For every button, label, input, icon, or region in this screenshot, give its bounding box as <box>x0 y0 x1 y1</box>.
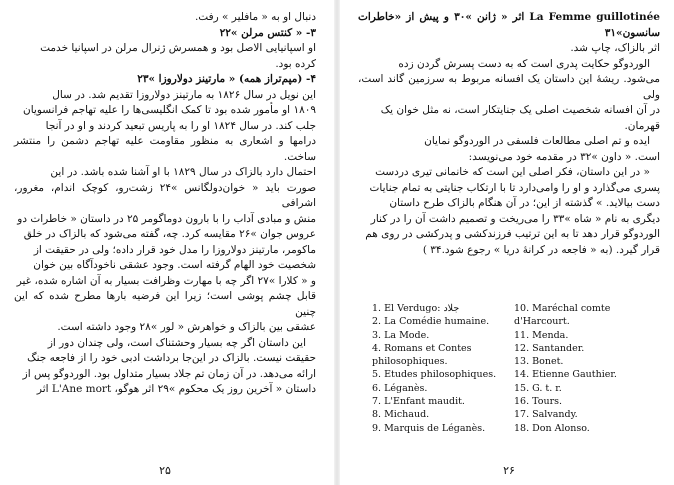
footnote-item: 15. G. t. r. <box>514 382 562 394</box>
footnotes <box>372 302 662 452</box>
left-line: ارائه می‌دهد. در آن زمان تم جلاد بسیار متداول بود. الوردوگو پس از <box>22 367 316 380</box>
right-line: قرار گیرد. (به « فاجعه در کرانهٔ دریا » رجوع شود.۳۴ ) <box>422 243 660 256</box>
right-line: دست بیالاید. » گذشته از این؛ در آن هنگام بالزاک طرح داستان <box>389 197 660 209</box>
right-line: می‌شود. ریشهٔ این داستان یک افسانه مربوط به سرزمین گاند است، ولی <box>358 73 660 101</box>
right-line: دیگری به نام « شاه »۳۳ را می‌ریخت و تصمیم داشت آن را در کنار <box>370 212 660 225</box>
right-page-number: ۲۶ <box>503 464 515 477</box>
left-line: این نویل در سال ۱۸۲۶ به مارتینز دولاروزا تقدیم شد. در سال <box>52 88 316 101</box>
footnote-item: 5. Etudes philosophiques. <box>372 369 497 381</box>
footnote-item: 16. Tours. <box>514 396 563 408</box>
footnote-item: 7. L'Enfant maudit. <box>372 396 465 408</box>
footnote-item: d'Harcourt. <box>514 316 570 328</box>
left-line: ۴- (مپم‌تراز همه) « مارتینز دولاروزا »۲۳ <box>137 73 316 85</box>
left-line: او اسپانیایی الاصل بود و همسرش ژنرال مرلن در اسپانیا خدمت <box>40 42 316 54</box>
left-line: دنبال او به « مافلیر » رفت. <box>194 11 316 23</box>
left-page <box>0 0 330 485</box>
footnote-item: 6. Léganès. <box>372 382 428 394</box>
footnote-item: 3. La Mode. <box>372 329 430 341</box>
right-line: در آن افسانه شخصیت اصلی یک جنایتکار است، نه مثل خوان یک <box>380 104 660 116</box>
footnote-item: 13. Bonet. <box>514 356 564 368</box>
left-line: جلب کند. در سال ۱۸۲۴ او را به پاریس تبعید کردند و او در آنجا <box>45 119 316 132</box>
left-line: قابل چشم پوشی است؛ زیرا این فرضیه بارها مطرح شده که این چنین <box>14 290 316 318</box>
footnote-item: 10. Maréchal comte <box>514 303 611 314</box>
footnotes-column-2 <box>514 302 664 435</box>
footnote-item: 17. Salvandy. <box>514 409 578 421</box>
left-line: عروس جوان »۲۶ مقایسه کرد. چه، گفته می‌شود که بالزاک در خلق <box>23 228 316 240</box>
footnote-item: 12. Santander. <box>514 342 585 354</box>
footnotes-column-1 <box>372 302 502 435</box>
left-line: درامها و اشعاری به منظور مقاومت علیه تهاجم دشمن را منتشر ساخت. <box>14 135 316 163</box>
right-line: الوردوگو حکایت پدری است که به دست پسرش گردن زده <box>398 57 650 70</box>
left-line: احتمال دارد بالزاک در سال ۱۸۲۹ با او آشنا شده باشد. در این <box>50 166 316 178</box>
left-line: این داستان اگر چه بسیار وحشتناک است، ولی چندان دور از <box>47 336 306 349</box>
right-line: « در این داستان، فکر اصلی این است که خانمانی تیری دردست <box>375 166 650 178</box>
footnote-item: philosophiques. <box>372 356 448 368</box>
left-line: حقیقت نیست. بالزاک در این‌جا برداشت ادبی خود را از فاجعه جنگ <box>27 352 316 364</box>
footnote-item: 2. La Comédie humaine. <box>372 316 490 328</box>
footnote-item: 1. El Verdugo: جلاد <box>372 303 460 314</box>
right-line: ایده و تم اصلی مطالعات فلسفی در الوردوگو نمایان <box>424 135 650 147</box>
right-line: قهرمان. <box>624 119 660 132</box>
left-line: ماکومر، مارتینز دولاروزا را مدل خود قرار داده؛ ولی در حقیقت از <box>33 243 316 256</box>
footnote-item: 18. Don Alonso. <box>514 422 590 434</box>
footnote-item: 9. Marquis de Léganès. <box>372 422 486 434</box>
left-line: صورت باید « خوان‌دولگانس »۲۴ زشت‌رو، کوچک اندام، مغرور، اشرافی <box>14 181 316 209</box>
footnote-item: 4. Romans et Contes <box>372 342 472 354</box>
right-line: است. « داون »۳۲ در مقدمه خود می‌نویسد: <box>468 150 660 163</box>
footnote-item: 11. Menda. <box>514 329 569 341</box>
right-line: الوردوگو قرار دهد تا به این ترتیب فرزندکشی و پدرکشی در روی هم <box>365 228 660 240</box>
left-page-text <box>14 10 316 398</box>
left-line: شخصیت خود الهام گرفته است. وجود عشقی ناخودآگاه بین خوان <box>33 259 316 271</box>
left-line: منش و مبادی آداب را با بارون دوما‌گومر ۲۵ در داستان « خاطرات دو <box>17 212 316 225</box>
left-page-number: ۲۵ <box>159 464 171 477</box>
right-line: La Femme guillotinée اثر « ژانن »۳۰ و پیش از «خاطرات سانسون»۳۱ <box>358 11 660 39</box>
left-line: ۱۸۰۹ او مأمور شده بود تا کمک انگلیسی‌ها را علیه تهاجم فرانسویان <box>22 104 316 116</box>
right-line: پسری می‌گذارد و او را وامی‌دارد تا با ارتکاب جنایتی به تمام جنایات <box>369 181 660 194</box>
right-page-text <box>358 10 660 258</box>
right-line: اثر بالزاک، چاپ شد. <box>570 42 660 54</box>
right-page <box>344 0 674 485</box>
left-line: عشقی بین بالزاک و خواهرش « لور »۲۸ وجود داشته است. <box>57 321 316 333</box>
left-line: کرده بود. <box>275 57 316 70</box>
left-line: داستان « آخرین روز یک محکوم »۲۹ اثر هوگو، L'Ane mort اثر <box>36 383 316 395</box>
left-line: ۳- « کنتس مرلن »۲۲ <box>219 26 316 39</box>
footnote-item: 14. Etienne Gauthier. <box>514 369 617 381</box>
footnote-item: 8. Michaud. <box>372 409 430 421</box>
left-line: و « کلارا »۲۷ اگر چه با مهارت وظرافت بسیار به آن اشاره شده، غیر <box>16 274 316 287</box>
page-gutter <box>334 0 340 485</box>
